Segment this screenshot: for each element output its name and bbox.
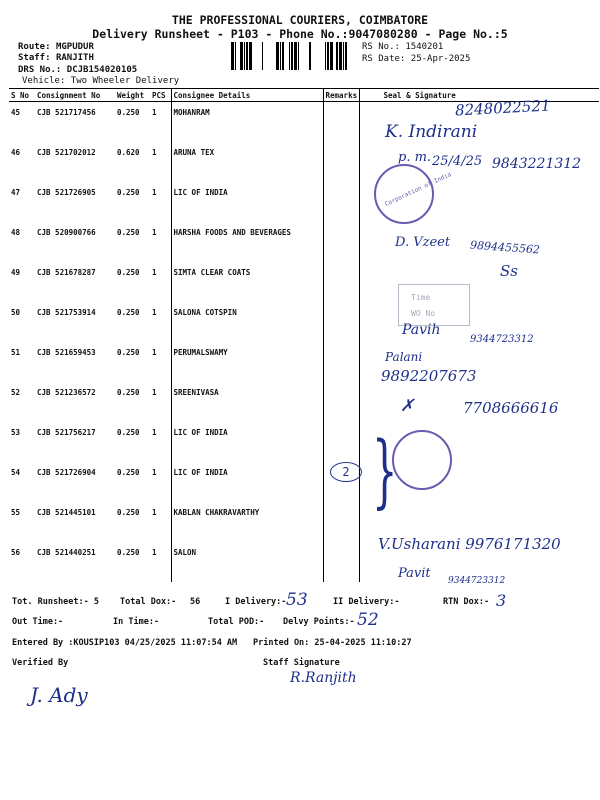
handwritten-signature: Pavih: [402, 322, 441, 338]
delvy-points-label: Delvy Points:-: [283, 617, 355, 627]
cell-consignee: PERUMALSWAMY: [171, 342, 323, 382]
cell-pcs: 1: [152, 388, 157, 397]
cell-consignee: SREENIVASA: [171, 382, 323, 422]
cell-cno: CJB 521702012: [37, 148, 96, 157]
cell-remarks: [323, 342, 359, 382]
cell-weight: 0.250: [117, 388, 140, 397]
cell-pcs: 1: [152, 268, 157, 277]
out-time-label: Out Time:-: [12, 617, 64, 627]
handwriting-mark: p. m.: [398, 150, 432, 165]
printed-on: Printed On: 25-04-2025 11:10:27: [253, 638, 412, 648]
cell-pcs: 1: [152, 148, 157, 157]
cell-weight: 0.250: [117, 188, 140, 197]
handwritten-signature: Ss: [500, 262, 518, 280]
cell-sno: 48: [11, 228, 21, 237]
barcode-bar: [280, 42, 281, 70]
stamp-wo-text: WO No: [411, 309, 436, 318]
barcode-bar: [330, 42, 333, 70]
handwritten-signature: K. Indirani: [385, 122, 478, 142]
cell-weight: 0.620: [117, 148, 140, 157]
barcode-bar: [262, 42, 263, 70]
rs-no-line: RS No.: 1540201: [362, 42, 444, 52]
cell-remarks: [323, 102, 359, 143]
stamp-time-text: Time: [411, 293, 431, 302]
route-line: Route: MGPUDUR: [18, 42, 94, 52]
cell-cno: CJB 521717456: [37, 108, 96, 117]
cell-remarks: [323, 422, 359, 462]
cell-remarks: [323, 142, 359, 182]
staff-line: Staff: RANJITH: [18, 53, 94, 63]
barcode-bar: [244, 42, 245, 70]
cell-pcs: 1: [152, 348, 157, 357]
cell-weight: 0.250: [117, 468, 140, 477]
cell-remarks: [323, 262, 359, 302]
cell-cno: CJB 520900766: [37, 228, 96, 237]
table-row: [9, 342, 599, 382]
cell-pcs: 1: [152, 308, 157, 317]
cell-consignee: HARSHA FOODS AND BEVERAGES: [171, 222, 323, 262]
cell-seal: [359, 262, 599, 302]
cell-weight: 0.250: [117, 228, 140, 237]
col-header: Consignment No: [35, 89, 115, 102]
barcode-bar: [291, 42, 293, 70]
handwritten-signature: V.Usharani 9976171320: [378, 535, 561, 553]
barcode-bar: [325, 42, 326, 70]
barcode-bar: [246, 42, 248, 70]
cell-consignee: SIMTA CLEAR COATS: [171, 262, 323, 302]
cell-remarks: [323, 542, 359, 582]
cell-weight: 0.250: [117, 508, 140, 517]
cell-pcs: 1: [152, 508, 157, 517]
table-row: [9, 182, 599, 222]
barcode-bar: [276, 42, 279, 70]
handwriting-date: 25/4/25: [432, 154, 483, 169]
cell-remarks: [323, 182, 359, 222]
barcode-bar: [235, 42, 236, 70]
seal-text: Corporation of India: [383, 171, 453, 208]
handwritten-signature: Palani: [385, 350, 423, 364]
cell-consignee: LIC OF INDIA: [171, 462, 323, 502]
delvy-points-value: 52: [357, 610, 379, 630]
barcode-bar: [289, 42, 290, 70]
cell-sno: 49: [11, 268, 21, 277]
cell-cno: CJB 521753914: [37, 308, 96, 317]
cell-weight: 0.250: [117, 428, 140, 437]
cell-sno: 47: [11, 188, 21, 197]
barcode-bar: [282, 42, 284, 70]
barcode-bar: [309, 42, 311, 70]
cell-sno: 52: [11, 388, 21, 397]
cell-remarks: [323, 502, 359, 542]
drs-line: DRS No.: DCJB154020105: [18, 65, 138, 75]
handwriting-mark: ✗: [400, 396, 415, 416]
runsheet-title: Delivery Runsheet - P103 - Phone No.:9047080280 - Page No.:5: [92, 27, 508, 41]
cell-weight: 0.250: [117, 348, 140, 357]
col-header: Remarks: [323, 89, 359, 102]
barcode-bar: [345, 42, 347, 70]
in-time-label: In Time:-: [113, 617, 160, 627]
barcode-bar: [231, 42, 234, 70]
cell-weight: 0.250: [117, 548, 140, 557]
cell-pcs: 1: [152, 468, 157, 477]
barcode-bar: [327, 42, 329, 70]
vehicle-line: Vehicle: Two Wheeler Delivery: [22, 76, 180, 86]
cell-sno: 55: [11, 508, 21, 517]
col-header: PCS: [150, 89, 171, 102]
rtn-dox-value: 3: [496, 591, 507, 610]
cell-consignee: KABLAN CHAKRAVARTHY: [171, 502, 323, 542]
cell-cno: CJB 521445101: [37, 508, 96, 517]
handwritten-signature: Pavit: [398, 566, 431, 581]
staff-signature: R.Ranjith: [290, 670, 357, 686]
cell-consignee: MOHANRAM: [171, 102, 323, 143]
total-runsheet: Tot. Runsheet:- 5: [12, 597, 99, 607]
col-header: S No: [9, 89, 35, 102]
handwriting-phone: 9843221312: [492, 156, 582, 172]
col-header: Weight: [115, 89, 150, 102]
handwriting-phone: 7708666616: [463, 399, 559, 417]
barcode: [231, 42, 357, 70]
cell-sno: 54: [11, 468, 21, 477]
delivery-i-label: I Delivery:-: [225, 597, 287, 607]
staff-signature-label: Staff Signature: [263, 658, 340, 668]
cell-cno: CJB 521440251: [37, 548, 96, 557]
total-dox-label: Total Dox:-: [120, 597, 177, 607]
barcode-bar: [294, 42, 297, 70]
handwritten-signature: D. Vzeet: [395, 235, 451, 250]
cell-sno: 50: [11, 308, 21, 317]
cell-cno: CJB 521659453: [37, 348, 96, 357]
cell-weight: 0.250: [117, 268, 140, 277]
verified-by-label: Verified By: [12, 658, 69, 668]
cell-remarks: [323, 382, 359, 422]
cell-pcs: 1: [152, 548, 157, 557]
cell-cno: CJB 521236572: [37, 388, 96, 397]
cell-remarks: [323, 222, 359, 262]
cell-pcs: 1: [152, 108, 157, 117]
rtn-dox-label: RTN Dox:-: [443, 597, 490, 607]
cell-sno: 53: [11, 428, 21, 437]
cell-consignee: SALON: [171, 542, 323, 582]
cell-weight: 0.250: [117, 308, 140, 317]
cell-weight: 0.250: [117, 108, 140, 117]
cell-consignee: ARUNA TEX: [171, 142, 323, 182]
barcode-bar: [249, 42, 252, 70]
handwriting-phone: 9894455562: [469, 238, 541, 257]
cell-remarks: [323, 302, 359, 342]
cell-sno: 51: [11, 348, 21, 357]
brace-mark: }: [372, 426, 398, 518]
col-header: Consignee Details: [171, 89, 323, 102]
cell-consignee: LIC OF INDIA: [171, 182, 323, 222]
handwriting-phone: 9892207673: [381, 367, 477, 385]
cell-pcs: 1: [152, 228, 157, 237]
cell-sno: 56: [11, 548, 21, 557]
barcode-bar: [339, 42, 342, 70]
handwriting-phone: 9344723312: [470, 334, 534, 345]
delivery-i-value: 53: [286, 590, 308, 610]
cell-cno: CJB 521678287: [37, 268, 96, 277]
handwriting-phone: 8248022521: [454, 96, 551, 120]
cell-cno: CJB 521756217: [37, 428, 96, 437]
cell-consignee: SALONA COTSPIN: [171, 302, 323, 342]
entered-by: Entered By :KOUSIP103 04/25/2025 11:07:54 AM: [12, 638, 238, 648]
cell-cno: CJB 521726904: [37, 468, 96, 477]
delivery-ii-label: II Delivery:-: [333, 597, 400, 607]
time-stamp: [398, 284, 470, 326]
company-seal: [392, 430, 452, 490]
col-header: Seal & Signature: [359, 89, 599, 102]
company-title: THE PROFESSIONAL COURIERS, COIMBATORE: [171, 13, 429, 27]
table-row: [9, 462, 599, 502]
total-pod-label: Total POD:-: [208, 617, 265, 627]
barcode-bar: [298, 42, 299, 70]
cell-pcs: 1: [152, 428, 157, 437]
barcode-bar: [240, 42, 243, 70]
cell-consignee: LIC OF INDIA: [171, 422, 323, 462]
handwriting-circled-count: 2: [330, 462, 362, 482]
rs-date-line: RS Date: 25-Apr-2025: [362, 54, 471, 64]
cell-pcs: 1: [152, 188, 157, 197]
company-seal: [374, 164, 453, 224]
handwriting-phone: 9344723312: [448, 576, 506, 586]
table-row: [9, 422, 599, 462]
cell-sno: 45: [11, 108, 21, 117]
total-dox-value: 56: [190, 597, 201, 607]
barcode-bar: [336, 42, 338, 70]
cell-cno: CJB 521726905: [37, 188, 96, 197]
barcode-bar: [343, 42, 344, 70]
cell-sno: 46: [11, 148, 21, 157]
verified-signature: J. Ady: [30, 683, 88, 707]
